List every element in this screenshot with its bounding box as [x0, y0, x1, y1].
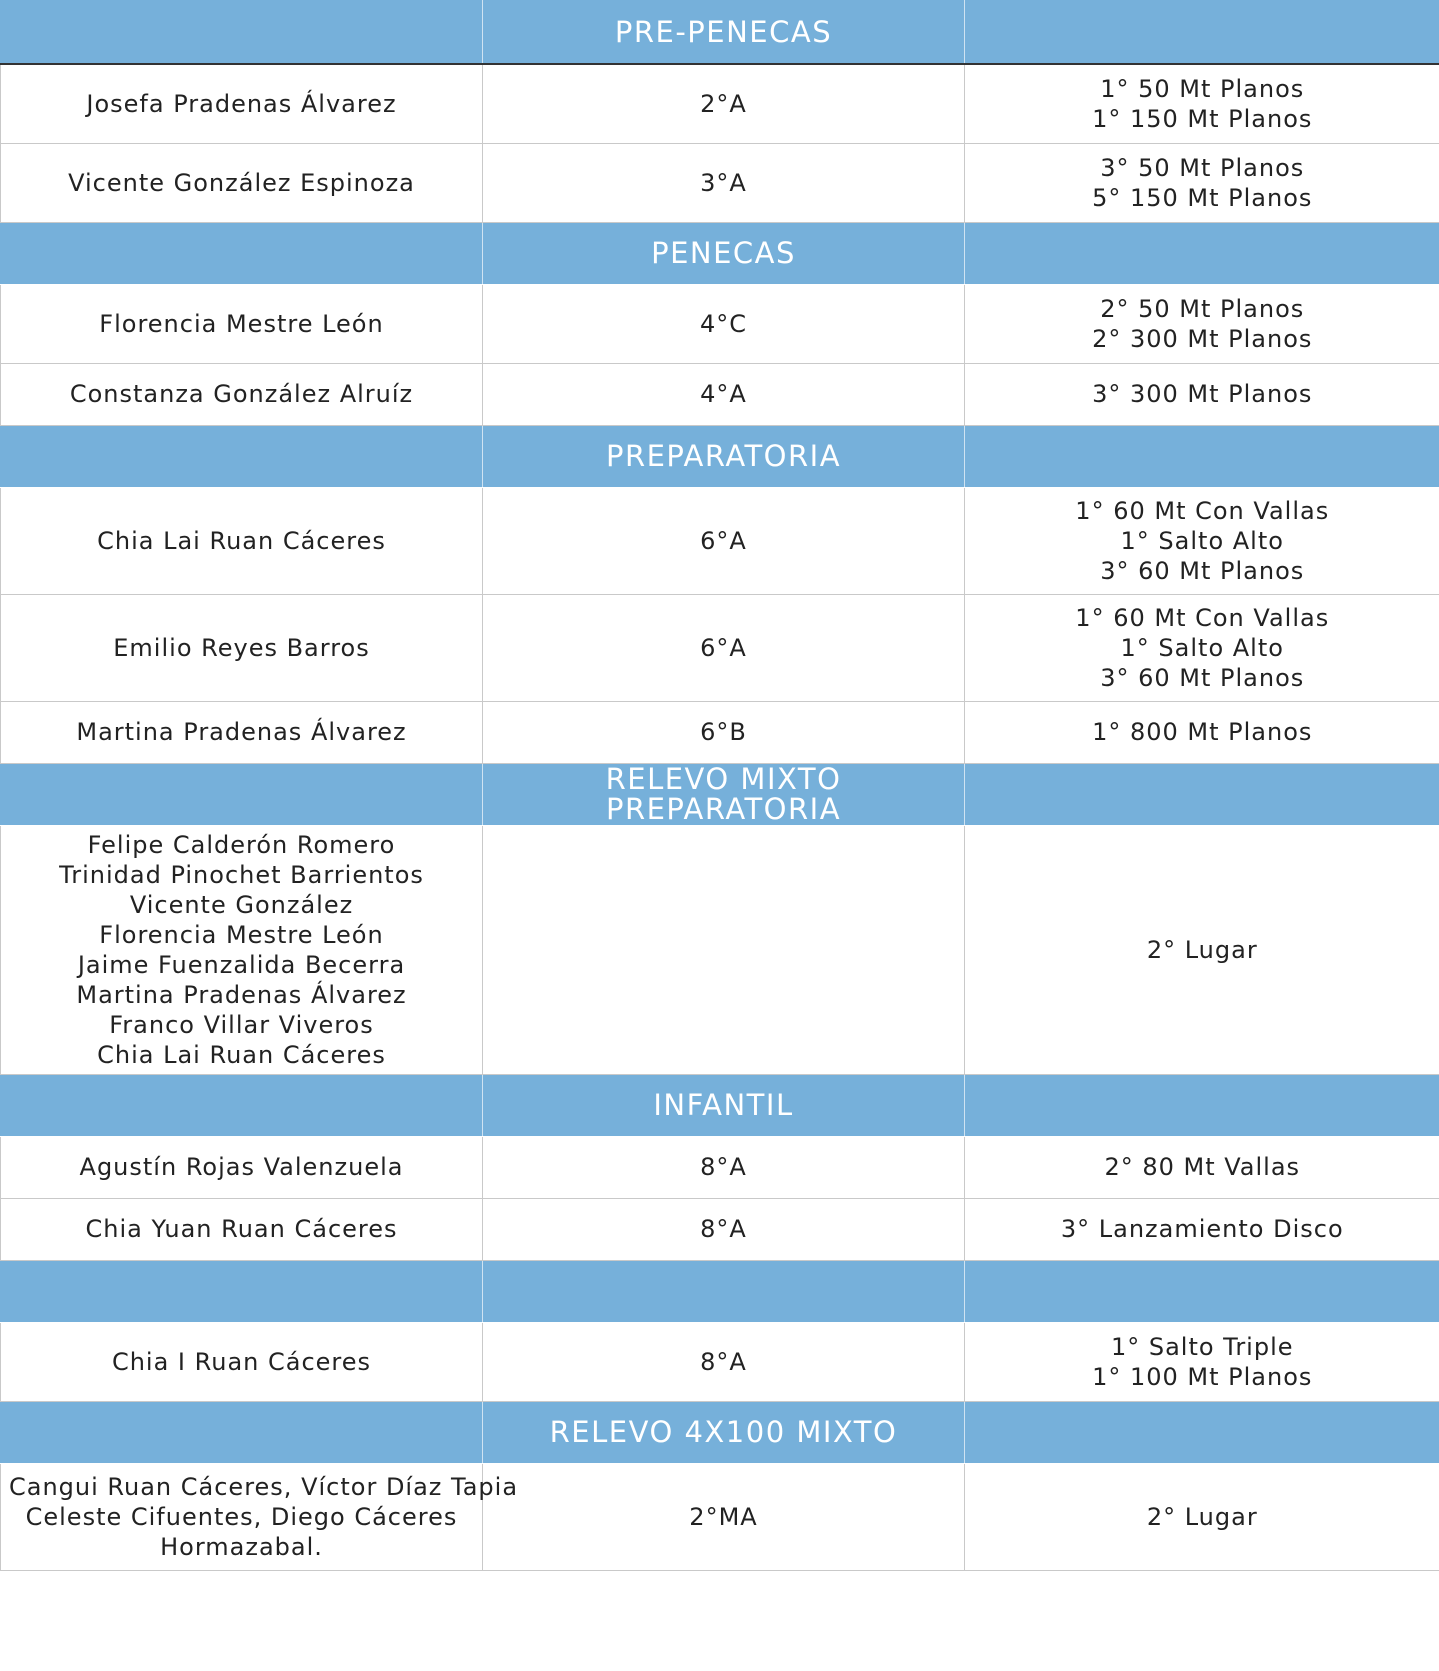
course-cell: 8°A: [483, 1198, 965, 1260]
result-cell: [965, 64, 1439, 143]
course-cell: 6°B: [483, 701, 965, 763]
section-header-row: [1, 1260, 1439, 1322]
athlete-name-cell: [1, 363, 483, 425]
section-header-row: [1, 0, 1439, 64]
text-line: 1° 800 Mt Planos: [1092, 718, 1313, 746]
text-line: Cangui Ruan Cáceres, Víctor Díaz Tapia: [9, 1472, 519, 1501]
text-line: 3° Lanzamiento Disco: [1060, 1215, 1344, 1243]
athlete-name-cell: [1, 487, 483, 594]
section-header-row: [1, 1401, 1439, 1463]
section-header-cell: [965, 0, 1439, 64]
text-line: 3° 60 Mt Planos: [1100, 663, 1305, 692]
section-title: PREPARATORIA: [483, 425, 965, 487]
section-header-row: [1, 222, 1439, 284]
table-row: [1, 594, 1439, 701]
text-line: 2° Lugar: [1146, 935, 1258, 964]
section-header-cell: [965, 1260, 1439, 1322]
text-line: Martina Pradenas Álvarez: [76, 718, 407, 746]
section-header-cell: [1, 1074, 483, 1136]
course-cell: 4°A: [483, 363, 965, 425]
athlete-name-cell: [1, 1322, 483, 1401]
text-line: 1° Salto Alto: [1120, 633, 1284, 662]
section-header-cell: [1, 0, 483, 64]
text-line: Chia Lai Ruan Cáceres: [97, 1040, 386, 1069]
course-cell: 2°MA: [483, 1463, 965, 1570]
text-line: 1° 50 Mt Planos: [1100, 74, 1305, 103]
athlete-name-cell: [1, 1198, 483, 1260]
result-cell: [965, 1322, 1439, 1401]
course-cell: 3°A: [483, 143, 965, 222]
section-header-row: [1, 1074, 1439, 1136]
result-cell: [965, 487, 1439, 594]
text-line: Trinidad Pinochet Barrientos: [59, 860, 424, 889]
text-line: Celeste Cifuentes, Diego Cáceres: [25, 1502, 458, 1531]
table-row: [1, 701, 1439, 763]
text-line: Jaime Fuenzalida Becerra: [77, 950, 406, 979]
text-line: 2° 300 Mt Planos: [1092, 324, 1313, 353]
text-line: Vicente González: [129, 890, 354, 919]
section-header-row: [1, 425, 1439, 487]
athlete-name-cell: [1, 64, 483, 143]
section-header-cell: [965, 425, 1439, 487]
text-line: Constanza González Alruíz: [69, 380, 414, 408]
text-line: Florencia Mestre León: [99, 920, 384, 949]
course-cell: 4°C: [483, 284, 965, 363]
section-header-cell: [965, 763, 1439, 825]
text-line: 3° 300 Mt Planos: [1092, 380, 1313, 408]
text-line: Felipe Calderón Romero: [87, 830, 396, 859]
section-header-cell: [1, 1401, 483, 1463]
section-title: PRE-PENECAS: [483, 0, 965, 64]
table-row: [1, 284, 1439, 363]
result-cell: [965, 1136, 1439, 1198]
text-line: Agustín Rojas Valenzuela: [79, 1153, 404, 1181]
text-line: Chia I Ruan Cáceres: [111, 1347, 372, 1376]
course-cell: 6°A: [483, 487, 965, 594]
text-line: Florencia Mestre León: [99, 309, 384, 338]
table-row: [1, 1322, 1439, 1401]
text-line: Chia Lai Ruan Cáceres: [97, 526, 386, 555]
results-table-body: [1, 0, 1439, 1570]
text-line: Hormazabal.: [160, 1532, 323, 1561]
section-header-cell: [1, 222, 483, 284]
athlete-name-cell: [1, 594, 483, 701]
table-row: [1, 143, 1439, 222]
result-cell: [965, 1198, 1439, 1260]
athlete-name-cell: [1, 701, 483, 763]
text-line: 5° 150 Mt Planos: [1092, 183, 1313, 212]
result-cell: [965, 1463, 1439, 1570]
text-line: 1° Salto Alto: [1120, 526, 1284, 555]
table-row: [1, 1136, 1439, 1198]
section-title: PENECAS: [483, 222, 965, 284]
text-line: Martina Pradenas Álvarez: [76, 980, 407, 1009]
course-cell: [483, 825, 965, 1074]
athlete-name-cell: [1, 1463, 519, 1570]
athlete-name-cell: [1, 1136, 483, 1198]
section-header-cell: [965, 1401, 1439, 1463]
text-line: Emilio Reyes Barros: [113, 633, 370, 662]
course-cell: 8°A: [483, 1136, 965, 1198]
section-header-cell: [1, 763, 483, 825]
text-line: 2° Lugar: [1146, 1502, 1258, 1531]
section-header-row: [1, 763, 1439, 825]
result-cell: [965, 701, 1439, 763]
section-header-cell: [965, 1074, 1439, 1136]
result-cell: [965, 594, 1439, 701]
table-row: [1, 64, 1439, 143]
result-cell: [965, 825, 1439, 1074]
text-line: 2° 80 Mt Vallas: [1104, 1153, 1301, 1181]
text-line: Vicente González Espinoza: [68, 168, 415, 197]
athlete-name-cell: [1, 825, 483, 1074]
section-header-cell: [1, 425, 483, 487]
text-line: Josefa Pradenas Álvarez: [86, 89, 397, 118]
text-line: 1° 100 Mt Planos: [1092, 1362, 1313, 1391]
result-cell: [965, 284, 1439, 363]
section-title: [483, 1260, 965, 1322]
text-line: 3° 60 Mt Planos: [1100, 556, 1305, 585]
table-row: [1, 363, 1439, 425]
text-line: Franco Villar Viveros: [109, 1010, 374, 1039]
result-cell: [965, 143, 1439, 222]
course-cell: 2°A: [483, 64, 965, 143]
table-row: [1, 1463, 1439, 1570]
section-title: INFANTIL: [483, 1074, 965, 1136]
section-header-cell: [965, 222, 1439, 284]
text-line: 3° 50 Mt Planos: [1100, 153, 1305, 182]
text-line: 1° Salto Triple: [1110, 1332, 1294, 1361]
course-cell: 8°A: [483, 1322, 965, 1401]
text-line: 1° 60 Mt Con Vallas: [1075, 603, 1330, 632]
table-row: [1, 487, 1439, 594]
athlete-name-cell: [1, 284, 483, 363]
section-header-cell: [1, 1260, 483, 1322]
section-title: RELEVO MIXTO PREPARATORIA: [483, 763, 965, 825]
table-row: [1, 825, 1439, 1074]
table-row: [1, 1198, 1439, 1260]
section-title: RELEVO 4X100 MIXTO: [483, 1401, 965, 1463]
course-cell: 6°A: [483, 594, 965, 701]
text-line: 1° 150 Mt Planos: [1092, 104, 1313, 133]
text-line: 1° 60 Mt Con Vallas: [1075, 496, 1330, 525]
text-line: Chia Yuan Ruan Cáceres: [85, 1215, 398, 1243]
result-cell: [965, 363, 1439, 425]
athlete-name-cell: [1, 143, 483, 222]
text-line: 2° 50 Mt Planos: [1100, 294, 1305, 323]
